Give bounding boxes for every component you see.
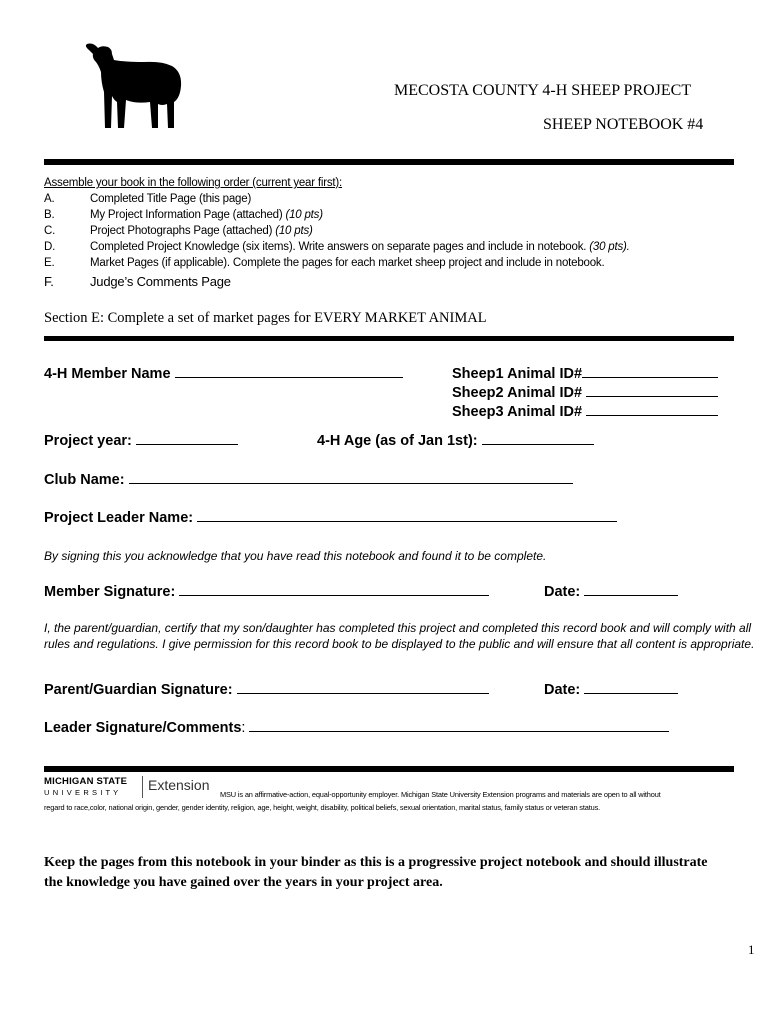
member-signature-field[interactable]: Member Signature: [44, 584, 489, 600]
project-leader-field[interactable]: Project Leader Name: [44, 510, 617, 526]
list-item: C. Project Photographs Page (attached) (10 pts) [44, 225, 313, 237]
member-name-field[interactable]: 4-H Member Name [44, 366, 403, 382]
list-item: F. Judge’s Comments Page [44, 274, 231, 289]
list-item: E. Market Pages (if applicable). Complete the pages for each market sheep project and include in notebook. [44, 257, 605, 269]
sheep3-id-field[interactable]: Sheep3 Animal ID# [452, 404, 718, 420]
page-title: MECOSTA COUNTY 4-H SHEEP PROJECT [394, 82, 692, 99]
member-date-field[interactable]: Date: [544, 584, 678, 600]
disclaimer-line-1: MSU is an affirmative-action, equal-opportunity employer. Michigan State University Extension programs and materials are open to all without [220, 790, 661, 799]
age-field[interactable]: 4-H Age (as of Jan 1st): [317, 433, 594, 449]
instructions-heading: Assemble your book in the following order (current year first): [44, 177, 343, 189]
acknowledgement-text: By signing this you acknowledge that you have read this notebook and found it to be complete. [44, 549, 547, 563]
sheep2-id-field[interactable]: Sheep2 Animal ID# [452, 385, 718, 401]
parent-certification: I, the parent/guardian, certify that my son/daughter has completed this project and completed this record book and will comply with all rules and regulations. I give permission for this record book to be displayed to the public and will ensure that all content is appropriate. [44, 621, 755, 651]
divider [44, 766, 734, 772]
leader-signature-field[interactable]: Leader Signature/Comments: [44, 720, 669, 736]
disclaimer-line-2: regard to race,color, national origin, gender, gender identity, religion, age, height, weight, disability, political beliefs, sexual orientation, marital status, family status or veteran status. [44, 803, 601, 812]
msu-extension-logo: MICHIGAN STATE U N I V E R S I T Y Extension [44, 776, 210, 797]
page-number: 1 [748, 942, 755, 957]
divider [44, 159, 734, 165]
sheep1-id-field[interactable]: Sheep1 Animal ID# [452, 366, 718, 382]
parent-signature-field[interactable]: Parent/Guardian Signature: [44, 682, 489, 698]
club-name-field[interactable]: Club Name: [44, 472, 573, 488]
notebook-number: SHEEP NOTEBOOK #4 [543, 116, 704, 133]
list-item: D. Completed Project Knowledge (six items). Write answers on separate pages and include in notebook. (30 pts). [44, 241, 630, 253]
section-e-note: Section E: Complete a set of market pages for EVERY MARKET ANIMAL [44, 310, 487, 326]
list-item: B. My Project Information Page (attached) (10 pts) [44, 209, 323, 221]
list-item: A. Completed Title Page (this page) [44, 193, 252, 205]
sheep-icon [84, 42, 186, 132]
keep-pages-note: Keep the pages from this notebook in your binder as this is a progressive project notebook and should illustrate the knowledge you have gained over the years in your project area. [44, 855, 708, 890]
divider [44, 336, 734, 341]
project-year-field[interactable]: Project year: [44, 433, 238, 449]
parent-date-field[interactable]: Date: [544, 682, 678, 698]
